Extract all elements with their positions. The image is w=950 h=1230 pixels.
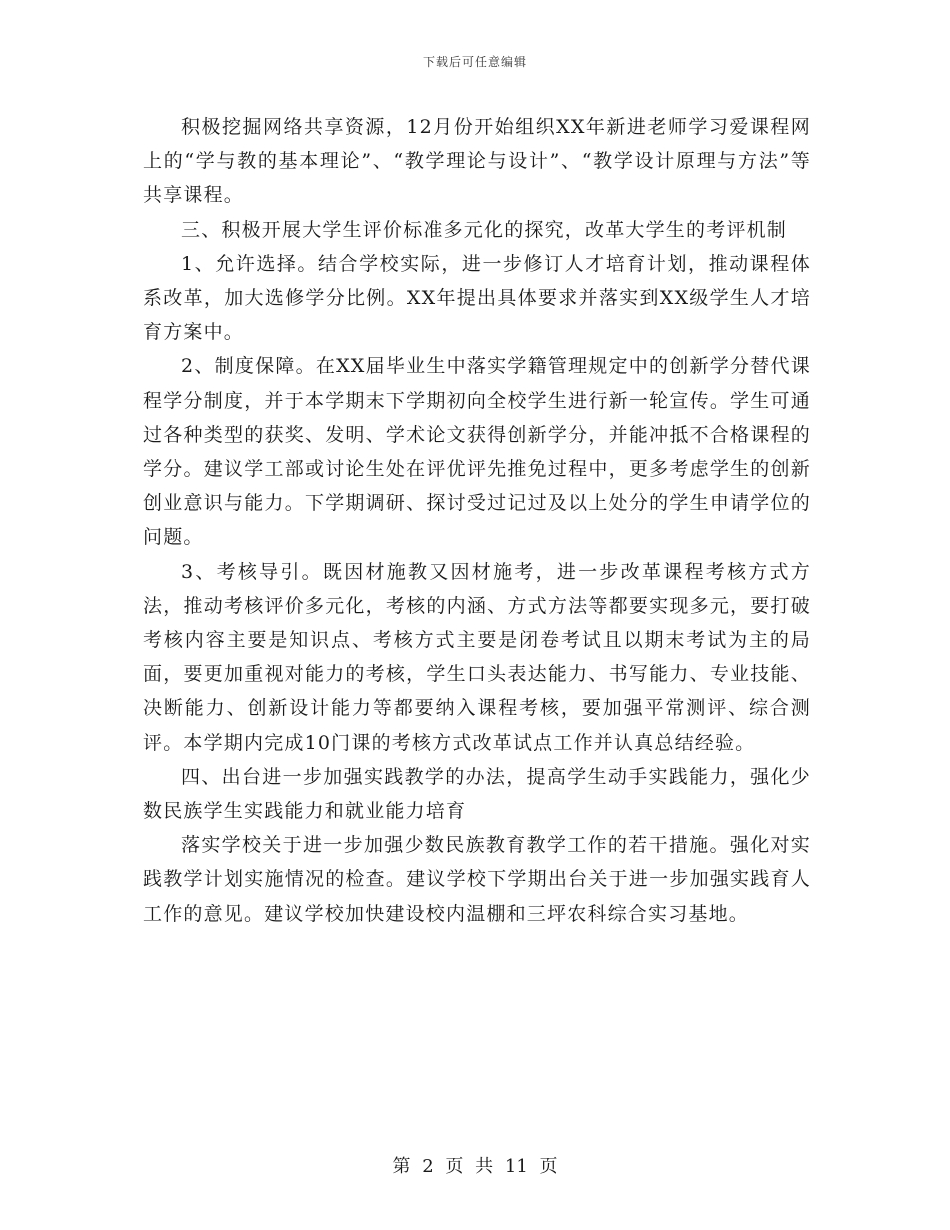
page-footer xyxy=(0,1152,950,1178)
footer-label-ye-end: 页 xyxy=(539,1156,558,1177)
section-heading: 四、出台进一步加强实践教学的办法，提高学生动手实践能力，强化少数民族学生实践能力和就业能力培育 xyxy=(143,765,811,823)
document-body xyxy=(143,110,811,931)
paragraph: 积极挖掘网络共享资源，12月份开始组织XX年新进老师学习爱课程网上的“学与教的基本理论”、“教学理论与设计”、“教学设计原理与方法”等共享课程。 xyxy=(143,116,811,207)
paragraph: 3、考核导引。既因材施教又因材施考，进一步改革课程考核方式方法，推动考核评价多元化，考核的内涵、方式方法等都要实现多元，要打破考核内容主要是知识点、考核方式主要是闭卷考试且以期末考试为主的局面，要更加重视对能力的考核，学生口头表达能力、书写能力、专业技能、决断能力、创新设计能力等都要纳入课程考核，要加强平常测评、综合测评。本学期内完成10门课的考核方式改革试点工作并认真总结经验。 xyxy=(143,560,811,754)
footer-label-di: 第 xyxy=(392,1156,411,1177)
paragraph: 落实学校关于进一步加强少数民族教育教学工作的若干措施。强化对实践教学计划实施情况的检查。建议学校下学期出台关于进一步加强实践育人工作的意见。建议学校加快建设校内温棚和三坪农科综合实习基地。 xyxy=(143,834,811,925)
page-number: 2 xyxy=(422,1156,434,1177)
paragraph: 2、制度保障。在XX届毕业生中落实学籍管理规定中的创新学分替代课程学分制度，并于本学期末下学期初向全校学生进行新一轮宣传。学生可通过各种类型的获奖、发明、学术论文获得创新学分，并能冲抵不合格课程的学分。建议学工部或讨论生处在评优评先推免过程中，更多考虑学生的创新创业意识与能力。下学期调研、探讨受过记过及以上处分的学生申请学位的问题。 xyxy=(143,355,811,549)
page-header: 下载后可任意编辑 xyxy=(422,55,527,69)
paragraph: 1、允许选择。结合学校实际，进一步修订人才培育计划，推动课程体系改革，加大选修学分比例。XX年提出具体要求并落实到XX级学生人才培育方案中。 xyxy=(143,252,811,344)
section-heading: 三、积极开展大学生评价标准多元化的探究，改革大学生的考评机制 xyxy=(181,218,788,241)
total-pages: 11 xyxy=(504,1156,528,1177)
footer-label-ye: 页 xyxy=(445,1156,464,1177)
footer-label-gong: 共 xyxy=(475,1156,494,1177)
